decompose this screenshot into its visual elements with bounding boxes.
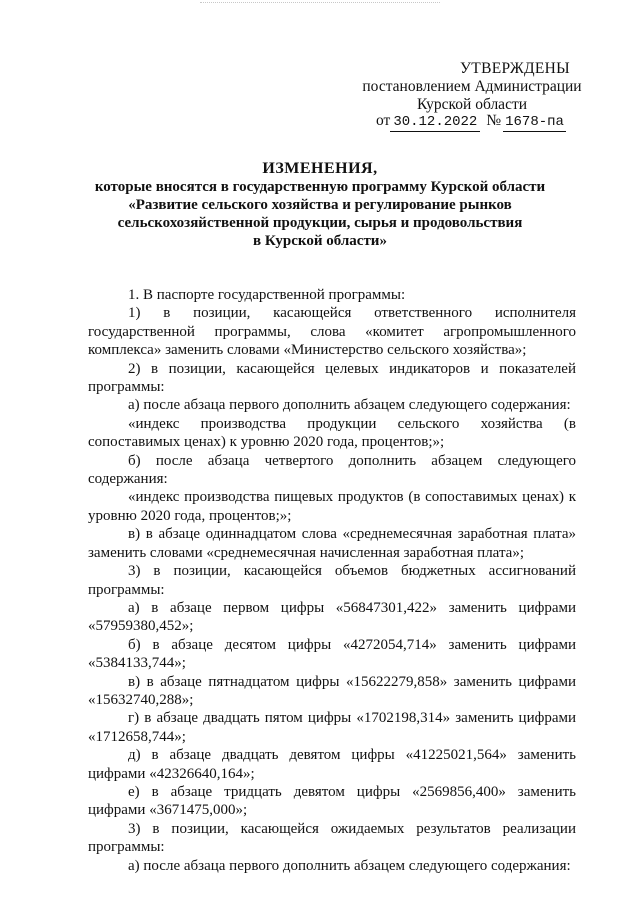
- paragraph: 1) в позиции, касающейся ответственного исполнителя государственной программы, слова «комитет агропромышленного комплекса» заменить словами «Министерство сельского хозяйства»;: [88, 305, 576, 359]
- title-line-5: в Курской области»: [253, 233, 387, 249]
- paragraph: 2) в позиции, касающейся целевых индикаторов и показателей программы:: [88, 360, 576, 396]
- paragraph: б) после абзаца четвертого дополнить абзацем следующего содержания:: [88, 452, 576, 488]
- document-title: [60, 160, 580, 250]
- date-prefix: от: [376, 112, 391, 129]
- title-line-3: «Развитие сельского хозяйства и регулирование рынков: [128, 197, 512, 213]
- title-line-1: ИЗМЕНЕНИЯ,: [262, 160, 378, 177]
- number-sign: №: [486, 112, 502, 129]
- scan-artifact: [200, 2, 440, 5]
- document-body: [88, 286, 576, 875]
- approval-heading: УТВЕРЖДЕНЫ: [460, 60, 570, 77]
- paragraph: г) в абзаце двадцать пятом цифры «1702198,314» заменить цифрами «1712658,744»;: [88, 710, 576, 745]
- title-line-2: которые вносятся в государственную программу Курской области: [94, 179, 546, 195]
- paragraph: а) после абзаца первого дополнить абзацем следующего содержания:: [128, 857, 571, 874]
- approval-line-region: Курской области: [416, 96, 528, 113]
- paragraph: 3) в позиции, касающейся ожидаемых результатов реализации программы:: [88, 820, 576, 856]
- paragraph: в) в абзаце пятнадцатом цифры «15622279,858» заменить цифрами «15632740,288»;: [88, 673, 576, 708]
- paragraph: 1. В паспорте государственной программы:: [128, 287, 406, 303]
- approval-line-decree: постановлением Администрации: [362, 78, 582, 95]
- approval-number: 1678-па: [505, 114, 564, 130]
- paragraph: д) в абзаце двадцать девятом цифры «41225021,564» заменить цифрами «42326640,164»;: [88, 747, 576, 782]
- paragraph: а) после абзаца первого дополнить абзацем следующего содержания:: [128, 397, 571, 414]
- approval-stamp-block: [362, 60, 582, 114]
- title-line-4: сельскохозяйственной продукции, сырья и продовольствия: [117, 215, 523, 231]
- paragraph: «индекс производства продукции сельского хозяйства (в сопоставимых ценах) к уровню 2020 года, процентов;»;: [88, 415, 576, 451]
- paragraph: 3) в позиции, касающейся объемов бюджетных ассигнований программы:: [88, 563, 576, 598]
- paragraph: е) в абзаце тридцать девятом цифры «2569856,400» заменить цифрами «3671475,000»;: [88, 783, 576, 819]
- paragraph: б) в абзаце десятом цифры «4272054,714» заменить цифрами «5384133,744»;: [88, 636, 576, 672]
- approval-date-row: [376, 112, 566, 132]
- approval-date: 30.12.2022: [390, 113, 480, 132]
- paragraph: в) в абзаце одиннадцатом слова «среднемесячная заработная плата» заменить словами «среднемесячная начисленная заработная плата»;: [88, 526, 576, 561]
- paragraph: «индекс производства пищевых продуктов (в сопоставимых ценах) к уровню 2020 года, процентов;»;: [88, 489, 576, 524]
- paragraph: а) в абзаце первом цифры «56847301,422» заменить цифрами «57959380,452»;: [88, 599, 576, 635]
